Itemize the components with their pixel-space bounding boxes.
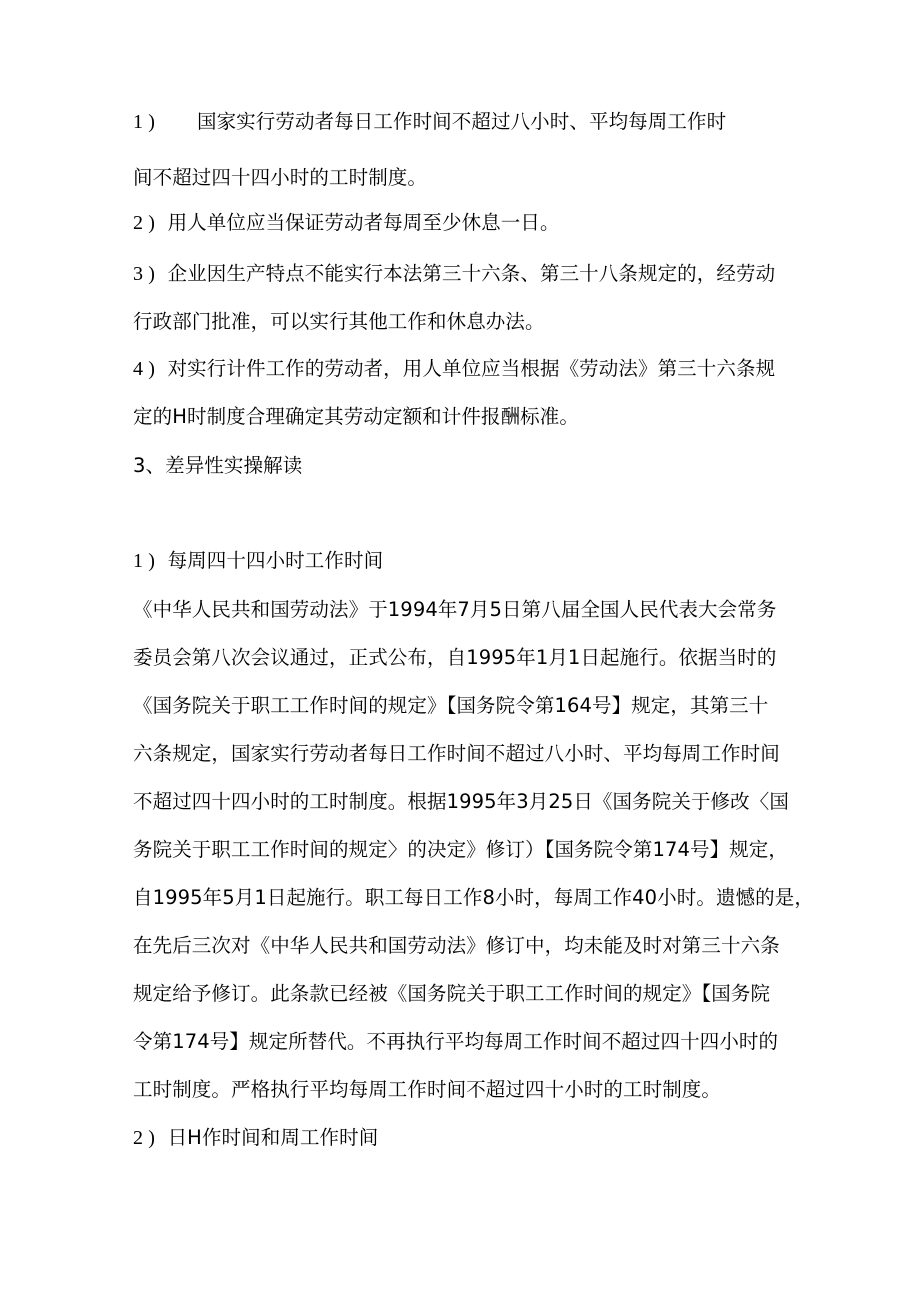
paragraph-text: 国家实行劳动者每日工作时间不超过八小时、平均每周工作时 bbox=[196, 110, 727, 133]
paragraph-text: 《国务院关于职工工作时间的规定》【国务院令第164号】规定，其第三十 bbox=[133, 694, 769, 717]
paragraph-line bbox=[133, 886, 814, 910]
paragraph-text: 自1995年5月1日起施行。职工每日工作8小时，每周工作40小时。遗憾的是， bbox=[133, 886, 814, 909]
paragraph-text: 企业因生产特点不能实行本法第三十六条、第三十八条规定的，经劳动 bbox=[167, 262, 776, 285]
paragraph-text: 对实行计件工作的劳动者，用人单位应当根据《劳动法》第三十六条规 bbox=[167, 357, 776, 380]
paragraph-line bbox=[133, 646, 776, 670]
paragraph-text: 在先后三次对《中华人民共和国劳动法》修订中，均未能及时对第三十六条 bbox=[133, 934, 780, 957]
paragraph-line bbox=[133, 1030, 778, 1054]
list-number: 4 ) bbox=[133, 358, 155, 380]
section-heading-text: 3、差异性实操解读 bbox=[133, 454, 303, 477]
list-number: 1 ) bbox=[133, 550, 155, 572]
subsection-heading-1 bbox=[133, 549, 383, 573]
section-heading bbox=[133, 454, 302, 478]
list-item-2 bbox=[133, 211, 560, 235]
subsection-heading-2 bbox=[133, 1126, 378, 1150]
list-number: 2 ) bbox=[133, 1127, 155, 1149]
paragraph-text: 委员会第八次会议通过，正式公布，自1995年1月1日起施行。依据当时的 bbox=[133, 646, 777, 669]
paragraph-line bbox=[133, 742, 780, 766]
paragraph-text: 务院关于职工工作时间的规定〉的决定》修订）【国务院令第174号】规定， bbox=[133, 838, 788, 861]
subsection-heading-text: 日H作时间和周工作时间 bbox=[167, 1126, 379, 1149]
list-item-3 bbox=[133, 262, 775, 286]
paragraph-line bbox=[133, 694, 768, 718]
subsection-heading-text: 每周四十四小时工作时间 bbox=[167, 549, 384, 572]
paragraph-text: 用人单位应当保证劳动者每周至少休息一日。 bbox=[167, 211, 560, 234]
paragraph-text: 规定给予修订。此条款已经被《国务院关于职工工作时间的规定》【国务院 bbox=[133, 982, 771, 1005]
paragraph-text: 六条规定，国家实行劳动者每日工作时间不超过八小时、平均每周工作时间 bbox=[133, 742, 780, 765]
paragraph-line bbox=[133, 934, 780, 958]
paragraph-line bbox=[133, 1078, 721, 1102]
paragraph-text: 工时制度。严格执行平均每周工作时间不超过四十小时的工时制度。 bbox=[133, 1078, 722, 1101]
list-item-4 bbox=[133, 357, 775, 381]
list-number: 1 ) bbox=[133, 111, 155, 133]
paragraph-line bbox=[133, 310, 545, 334]
list-number: 2 ) bbox=[133, 212, 155, 234]
paragraph-text: 《中华人民共和国劳动法》于1994年7月5日第八届全国人民代表大会常务 bbox=[133, 598, 777, 621]
paragraph-text: 不超过四十四小时的工时制度。根据1995年3月25日《国务院关于修改〈国 bbox=[133, 790, 789, 813]
paragraph-text: 令第174号】规定所替代。不再执行平均每周工作时间不超过四十四小时的 bbox=[133, 1030, 779, 1053]
paragraph-text: 定的H时制度合理确定其劳动定额和计件报酬标准。 bbox=[133, 405, 579, 428]
paragraph-line bbox=[133, 598, 776, 622]
list-number: 3 ) bbox=[133, 263, 155, 285]
paragraph-line bbox=[133, 405, 579, 429]
list-item-1 bbox=[133, 110, 726, 134]
paragraph-line bbox=[133, 982, 770, 1006]
paragraph-text: 间不超过四十四小时的工时制度。 bbox=[133, 166, 428, 189]
paragraph-line bbox=[133, 166, 427, 190]
paragraph-line bbox=[133, 790, 789, 814]
paragraph-text: 行政部门批准，可以实行其他工作和休息办法。 bbox=[133, 310, 545, 333]
paragraph-line bbox=[133, 838, 788, 862]
